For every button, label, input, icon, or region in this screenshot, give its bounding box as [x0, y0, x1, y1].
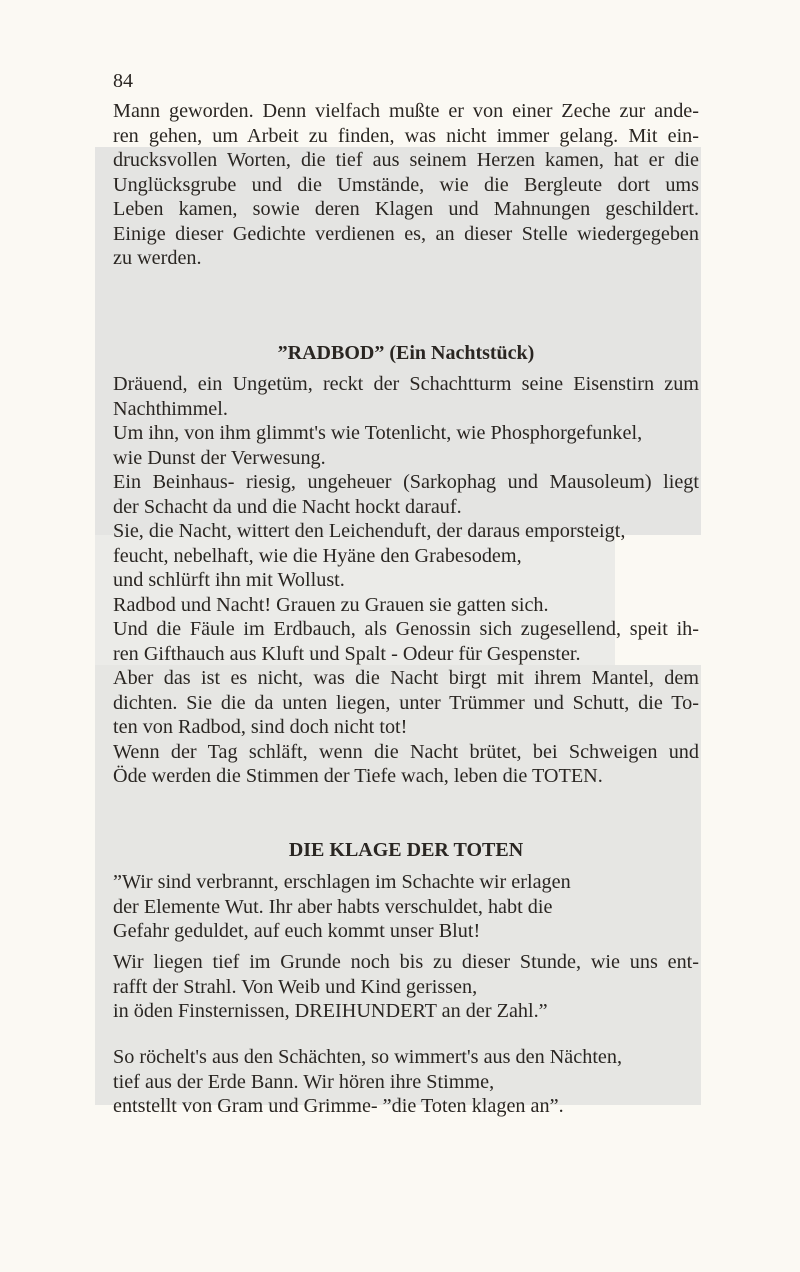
poem-line: Gefahr geduldet, auf euch kommt unser Blut! [113, 920, 481, 942]
poem-line: Sie, die Nacht, wittert den Leichenduft, der daraus emporsteigt, [113, 520, 626, 542]
text-line: Leben kamen, sowie deren Klagen und Mahnungen geschildert. [113, 198, 699, 220]
poem-line: ”Wir sind verbrannt, erschlagen im Schachte wir erlagen [113, 871, 571, 893]
poem-line: Und die Fäule im Erdbauch, als Genossin sich zugesellend, speit ih- [113, 618, 699, 640]
poem-line: Um ihn, von ihm glimmt's wie Totenlicht, wie Phosphorgefunkel, [113, 422, 643, 444]
poem-line: Aber das ist es nicht, was die Nacht birgt mit ihrem Mantel, dem [113, 667, 699, 689]
intro-paragraph [113, 99, 699, 271]
poem-title-radbod: ”RADBOD” (Ein Nachtstück) [277, 342, 535, 364]
poem-line: der Schacht da und die Nacht hockt darauf. [113, 495, 462, 518]
poem-line: Wenn der Tag schläft, wenn die Nacht brütet, bei Schweigen und [113, 740, 699, 763]
poem-line: ten von Radbod, sind doch nicht tot! [113, 716, 408, 738]
poem-line: in öden Finsternissen, DREIHUNDERT an der Zahl.” [113, 1000, 548, 1022]
poem-line: Radbod und Nacht! Grauen zu Grauen sie gatten sich. [113, 593, 549, 616]
poem-line: wie Dunst der Verwesung. [113, 446, 326, 469]
poem-line: rafft der Strahl. Von Weib und Kind gerissen, [113, 975, 478, 998]
poem-line: ren Gifthauch aus Kluft und Spalt - Odeur für Gespenster. [113, 642, 581, 665]
poem-line: der Elemente Wut. Ihr aber habts verschuldet, habt die [113, 895, 553, 918]
poem-line: feucht, nebelhaft, wie die Hyäne den Grabesodem, [113, 544, 522, 567]
poem-klage-stanza-1 [113, 870, 699, 944]
poem-klage-stanza-3 [113, 1045, 699, 1119]
poem-line: So röchelt's aus den Schächten, so wimmert's aus den Nächten, [113, 1046, 623, 1068]
poem-line: Dräuend, ein Ungetüm, reckt der Schachtturm seine Eisenstirn zum [113, 373, 699, 395]
poem-title-klage: DIE KLAGE DER TOTEN [288, 839, 524, 861]
page-number: 84 [113, 70, 133, 92]
poem-line: dichten. Sie die da unten liegen, unter Trümmer und Schutt, die To- [113, 691, 699, 714]
poem-line: tief aus der Erde Bann. Wir hören ihre Stimme, [113, 1070, 495, 1093]
poem-line: Ein Beinhaus- riesig, ungeheuer (Sarkophag und Mausoleum) liegt [113, 471, 699, 493]
poem-line: Öde werden die Stimmen der Tiefe wach, leben die TOTEN. [113, 765, 603, 787]
poem-line: Nachthimmel. [113, 397, 228, 420]
poem-klage-stanza-2 [113, 950, 699, 1024]
poem-radbod [113, 372, 699, 789]
text-line: zu werden. [113, 247, 202, 269]
text-line: Unglücksgrube und die Umstände, wie die Bergleute dort ums [113, 173, 699, 196]
text-line: Einige dieser Gedichte verdienen es, an dieser Stelle wiedergegeben [113, 222, 699, 245]
poem-line: Wir liegen tief im Grunde noch bis zu dieser Stunde, wie uns ent- [113, 951, 699, 973]
text-line: Mann geworden. Denn vielfach mußte er von einer Zeche zur ande- [113, 100, 699, 122]
text-line: drucksvollen Worten, die tief aus seinem Herzen kamen, hat er die [113, 149, 699, 171]
poem-line: entstellt von Gram und Grimme- ”die Toten klagen an”. [113, 1095, 564, 1117]
poem-line: und schlürft ihn mit Wollust. [113, 569, 345, 591]
text-line: ren gehen, um Arbeit zu finden, was nicht immer gelang. Mit ein- [113, 124, 699, 147]
